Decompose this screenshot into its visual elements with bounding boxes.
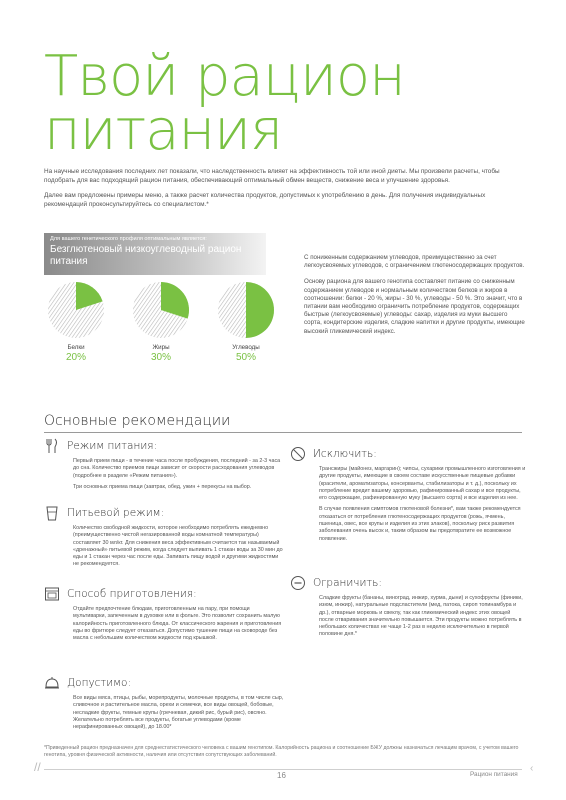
nutrient-pies bbox=[44, 280, 284, 370]
cutlery-icon bbox=[44, 438, 60, 454]
protein-value: 20% bbox=[65, 352, 86, 363]
limit-icon bbox=[290, 575, 306, 591]
diet-description bbox=[304, 254, 526, 344]
footer-section-name: Рацион питания bbox=[470, 771, 518, 778]
page-title-line-2: питания bbox=[44, 98, 283, 163]
protein-label: Белки bbox=[67, 344, 85, 351]
nutrient-carbs bbox=[214, 280, 278, 363]
rec-drinking bbox=[44, 504, 284, 573]
intro-paragraph-2: Далее вам предложены примеры меню, а также расчет количества продуктов, допустимых к употреблению в день. Для получения индивидуальных рекомендаций проконсультируйтесь со специалистом.* bbox=[44, 192, 486, 208]
rec-exclude-body bbox=[319, 466, 526, 543]
glass-icon bbox=[44, 505, 60, 521]
oven-icon bbox=[44, 586, 60, 602]
rec-regime-paragraph-1: Первый прием пищи - в течение часа после пробуждения, последний - за 2-3 часа до сна. Количество приемов пищи зависит от скорости расходования углеводов (подробнее в разделе «Режим питания»). bbox=[73, 458, 281, 479]
diet-description-paragraph-1: С пониженным содержанием углеводов, преимущественно за счет легкоусвояемых углеводов, с ограничением глютеносодержащих продуктов. bbox=[304, 254, 525, 270]
rec-allowed-title: Допустимо: bbox=[67, 677, 131, 689]
rec-limit-body bbox=[319, 595, 526, 639]
rec-allowed bbox=[44, 674, 284, 735]
rec-limit-title: Ограничить: bbox=[313, 577, 382, 589]
forbidden-icon bbox=[290, 446, 306, 462]
rec-exclude bbox=[290, 445, 526, 547]
intro-text bbox=[44, 168, 522, 216]
genetic-profile-banner bbox=[44, 233, 266, 275]
page-title bbox=[44, 44, 405, 163]
page-title-line-1: Твой рацион bbox=[44, 44, 405, 109]
section-divider bbox=[44, 432, 522, 433]
carbs-pie-chart bbox=[216, 280, 276, 340]
rec-exclude-paragraph-2: В случае появления симптомов глютеновой болезни*, вам также рекомендуется отказаться от потребления глютеносодержащих продуктов (рожь, ячмень, пшеница, овес, все крупы и изделия из этих злаков), поскольку риск развития заболевания очень высок и, таким образом вы предотвратите ее возможное появление. bbox=[319, 506, 521, 542]
rec-cooking-paragraph-1: Отдайте предпочтение блюдам, приготовленным на пару, при помощи мультиварки, запеченным в духовке или в фольге. Это позволит сохранить малую калорийность приготовленного блюда. От классического жарения и приготовления еды во фритюре следует отказаться. Допустимо тушение пищи на сковороде без масла с небольшим количеством жидкости под крышкой. bbox=[73, 606, 282, 642]
rec-limit bbox=[290, 574, 526, 643]
fat-label: Жиры bbox=[152, 344, 170, 351]
intro-paragraph-1: На научные исследования последних лет показали, что наследственность влияет на эффективность той или иной диеты. Мы произвели расчеты, чтобы подобрать для вас подходящий рацион питания, обеспечивающий оптимальный обмен веществ, снижение веса и улучшение здоровья. bbox=[44, 168, 500, 184]
footer-divider bbox=[44, 769, 522, 770]
rec-regime bbox=[44, 437, 284, 495]
protein-pie-chart bbox=[46, 280, 106, 340]
page-number: 16 bbox=[277, 771, 286, 780]
rec-cooking-body bbox=[73, 606, 284, 642]
diet-description-paragraph-2: Основу рациона для вашего генотипа составляет питание со сниженным содержанием углеводов и нормальным количеством белков и жиров в соотношении: белки - 20 %, жиры - 30 %, углеводы - 50 %. Это значит, что в питании вам необходимо ограничить потребление продуктов, содержащих быстрые (легкоусвояемые) углеводы: сахар, изделия из муки высшего сорта, кондитерские изделия, сладкие напитки и другие продукты, имеющие высокий гликемический индекс. bbox=[304, 278, 525, 335]
nutrient-protein bbox=[44, 280, 108, 363]
footer-chevron-icon: ‹ bbox=[530, 763, 534, 774]
profile-label: Для вашего генетического профиля оптимальным является: bbox=[50, 236, 207, 242]
rec-cooking-title: Способ приготовления: bbox=[67, 588, 197, 600]
carbs-value: 50% bbox=[235, 352, 256, 363]
fat-pie-chart bbox=[131, 280, 191, 340]
fat-value: 30% bbox=[150, 352, 171, 363]
rec-allowed-paragraph-1: Все виды мяса, птицы, рыбы, морепродукты, молочные продукты, в том числе сыр, сливочное и растительное масла, орехи и семечки, все виды овощей, бобовые, несладкие фрукты, темные крупы (гречневая, дикий рис, бурый рис), овсяно. Желательно потреблять все продукты, богатые углеводами (кроме нерафинированных овощей), до 18.00* bbox=[73, 695, 284, 731]
footer-logo-mark: // bbox=[34, 760, 41, 774]
cloche-icon bbox=[44, 675, 60, 691]
rec-drinking-title: Питьевой режим: bbox=[67, 507, 165, 519]
rec-exclude-paragraph-1: Трансжиры (майонез, маргарин); чипсы, сухарики промышленного изготовления и другие продукты, имеющие в своем составе искусственные пищевые добавки (красители, ароматизаторы, консерванты, стабилизаторы и т. д.), поскольку их потребление вредит вашему здоровью, рафинированный сахар и все продукты, его содержащие, рафинированную муку (высшего сорта) и все изделия из нее. bbox=[319, 466, 526, 502]
rec-exclude-title: Исключить: bbox=[313, 448, 377, 460]
section-title: Основные рекомендации bbox=[44, 413, 231, 429]
profile-diet-name: Безглютеновый низкоуглеводный рацион питания bbox=[50, 244, 242, 267]
footnote: *Приведенный рацион предназначен для среднестатистического человека с вашим генотипом. Калорийность рациона и соотношение БЖУ должны назначаться лечащим врачом, с учетом вашего генотипа, уровня физической активности, наличия или отсутствия сопутствующих заболеваний. bbox=[44, 745, 519, 758]
rec-regime-paragraph-2: Три основных приема пищи (завтрак, обед, ужин + перекусы на выбор. bbox=[73, 483, 252, 490]
carbs-label: Углеводы bbox=[232, 344, 260, 351]
rec-regime-body bbox=[73, 458, 284, 491]
rec-drinking-body bbox=[73, 525, 284, 569]
rec-regime-title: Режим питания: bbox=[67, 440, 158, 452]
carbs-pie-slice bbox=[246, 282, 274, 338]
rec-cooking bbox=[44, 585, 284, 646]
rec-drinking-paragraph-1: Количество свободной жидкости, которое необходимо потреблять ежедневно (преимущественно чистой негазированной воды комнатной температуры) составляет 30 мл/кг. Для снижения веса эффективным считается так называемый «дренажный» питьевой режим, когда следует выпивать 1 стакан воды за 30 мин до еды и 1 стакан через час после еды. Запивать пищу водой и другими жидкостями не рекомендуется. bbox=[73, 525, 283, 568]
rec-allowed-body bbox=[73, 695, 284, 731]
nutrient-fat bbox=[129, 280, 193, 363]
rec-limit-paragraph-1: Сладкие фрукты (бананы, виноград, инжир, хурма, дыни) и сухофрукты (финики, изюм, инжир), натуральные подсластители (мед, патока, сироп топинамбура и др.), отварные морковь и свеклу, так как гликемический индекс этих овощей после отваривания значительно повышается. Эти продукты можно потреблять в небольших количествах не чаще 1-2 раз в неделю исключительно в первой половине дня.* bbox=[319, 595, 523, 638]
